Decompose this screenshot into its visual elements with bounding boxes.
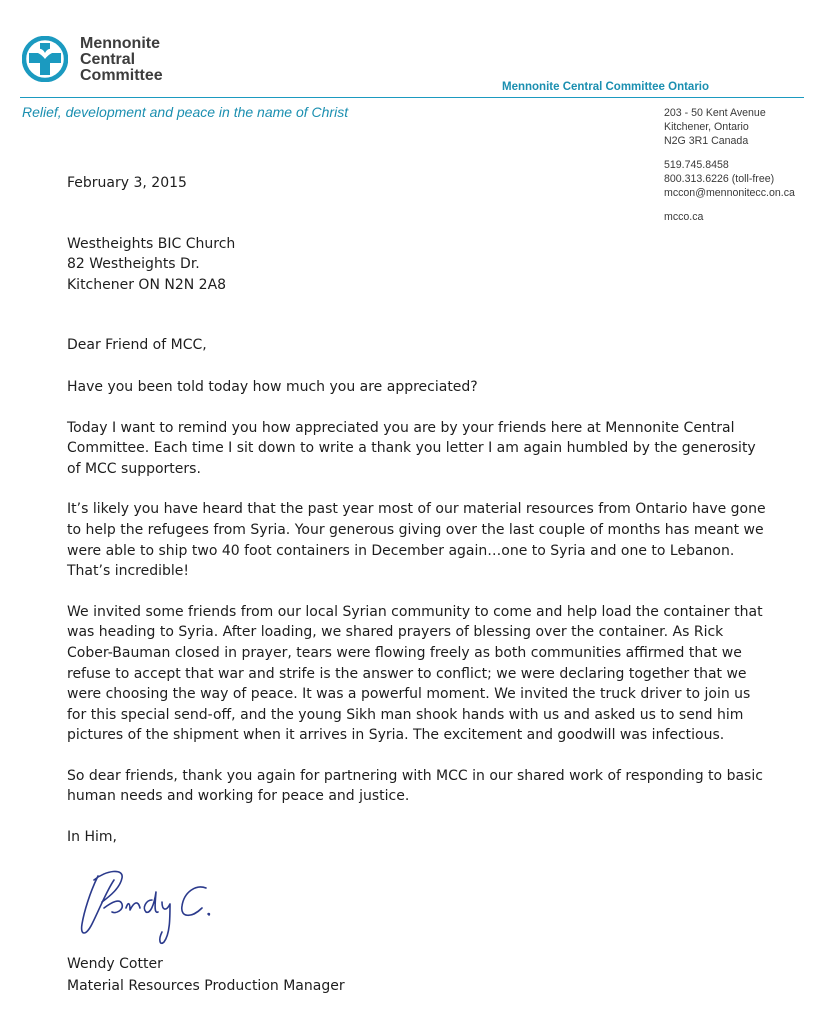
org-name	[80, 36, 163, 84]
header-divider	[20, 97, 804, 98]
recipient-line: Westheights BIC Church	[67, 235, 236, 252]
letter-body	[67, 173, 767, 848]
address-street: 203 - 50 Kent Avenue	[664, 107, 766, 119]
address-city: Kitchener, Ontario	[664, 121, 749, 133]
signer-name: Wendy Cotter	[67, 956, 163, 972]
org-name-line: Committee	[80, 67, 163, 84]
signer-block	[67, 953, 345, 997]
office-name: Mennonite Central Committee Ontario	[502, 81, 710, 93]
recipient-line: Kitchener ON N2N 2A8	[67, 276, 227, 293]
address-tollfree: 800.313.6226 (toll-free)	[664, 173, 775, 185]
paragraph: So dear friends, thank you again for partnering with MCC in our shared work of responding to basic human needs and working for peace and justice.	[67, 767, 763, 805]
paragraph: Today I want to remind you how appreciated you are by your friends here at Mennonite Central Committee. Each time I sit down to write a thank you letter I am again humbled by the generosity of MCC supporters.	[67, 419, 756, 477]
paragraph: It’s likely you have heard that the past year most of our material resources from Ontario have gone to help the refugees from Syria. Your generous giving over the last couple of months has meant we were able to ship two 40 foot containers in December again…one to Syria and one to Lebanon. That’s incredible!	[67, 501, 766, 580]
letter-date: February 3, 2015	[67, 175, 187, 191]
paragraph: We invited some friends from our local Syrian community to come and help load the container that was heading to Syria. After loading, we shared prayers of blessing over the container. As Rick Cober-Bauman closed in prayer, tears were flowing freely as both communities affirmed that we refuse to accept that war and strife is the answer to conflict; we were declaring together that we were choosing the way of peace. It was a powerful moment. We invited the truck driver to join us for this special send-off, and the young Sikh man shook hands with us and asked us to send him pictures of the shipment when it arrives in Syria. The excitement and goodwill was infectious.	[67, 603, 763, 744]
tagline: Relief, development and peace in the name of Christ	[22, 104, 349, 120]
paragraph: Have you been told today how much you are appreciated?	[67, 378, 478, 395]
salutation: Dear Friend of MCC,	[67, 337, 207, 354]
address-website: mcco.ca	[664, 211, 704, 223]
recipient-line: 82 Westheights Dr.	[67, 256, 200, 273]
org-name-line: Mennonite	[80, 35, 160, 52]
address-phone: 519.745.8458	[664, 159, 729, 171]
address-postal: N2G 3R1 Canada	[664, 135, 749, 147]
closing: In Him,	[67, 829, 117, 846]
address-email: mccon@mennonitecc.on.ca	[664, 187, 795, 199]
org-name-line: Central	[80, 51, 136, 68]
recipient-address	[67, 234, 767, 296]
signature-image	[66, 862, 276, 954]
signer-title: Material Resources Production Manager	[67, 978, 345, 994]
mcc-logo-icon	[22, 36, 68, 82]
